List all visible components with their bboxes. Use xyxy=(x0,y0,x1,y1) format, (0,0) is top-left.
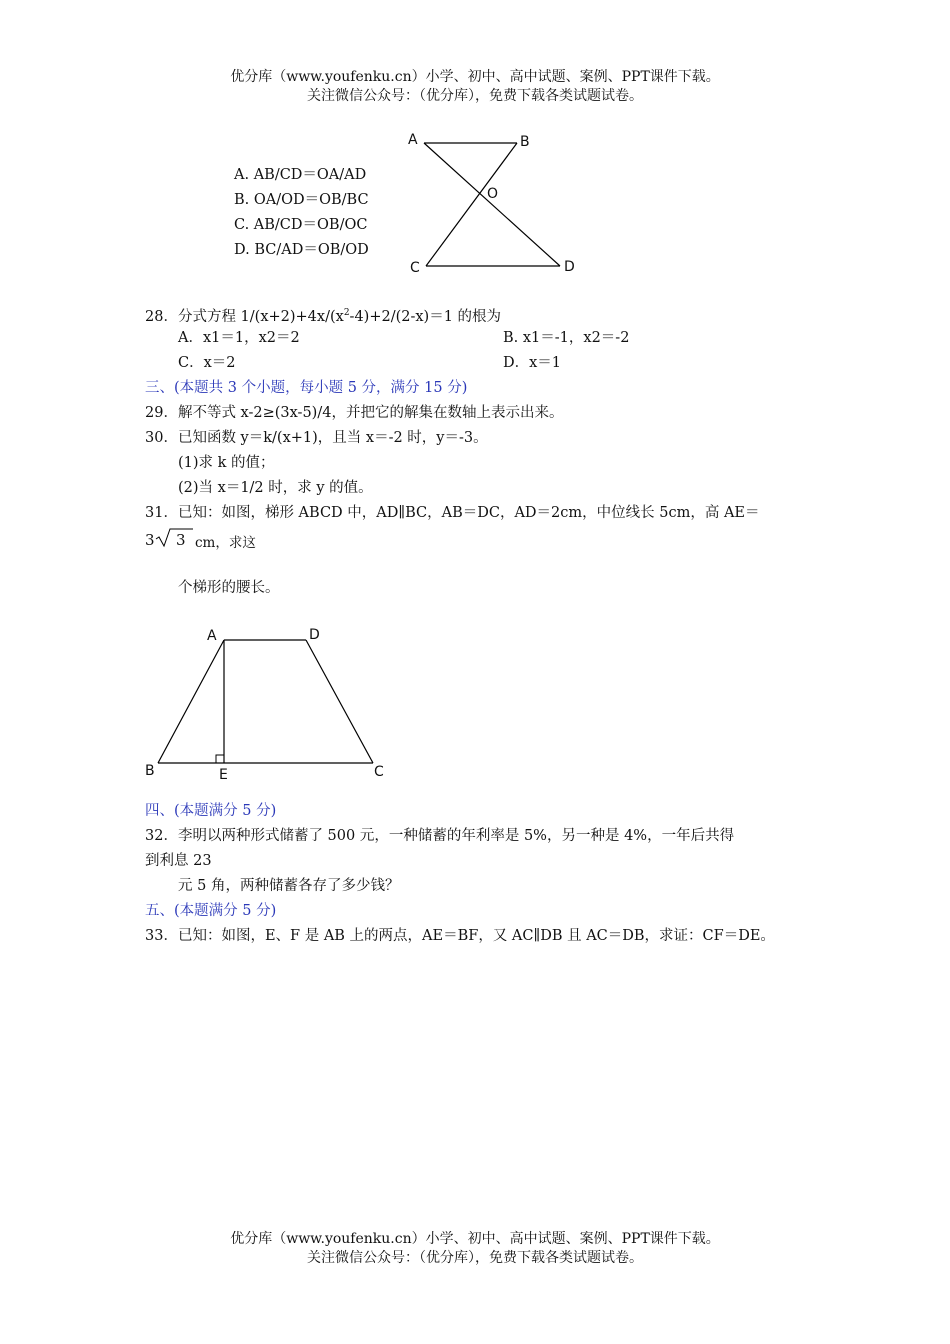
q32-line-1: 32．李明以两种形式储蓄了 500 元，一种储蓄的年利率是 5%，另一种是 4%，一年后共得 xyxy=(145,828,735,844)
q28-option-c: C．x＝2 xyxy=(178,355,236,371)
label-a: A xyxy=(408,132,418,148)
segment-dc xyxy=(306,640,373,763)
segment-ab xyxy=(158,640,224,763)
q28-stem: 28．分式方程 $1/(x+2)+4x/(x^2-4)+2/(2-x)=1$ 的根为 xyxy=(145,308,502,325)
q29-text: 29．解不等式 x-2≥(3x-5)/4，并把它的解集在数轴上表示出来。 xyxy=(145,405,564,421)
label-b: B xyxy=(145,763,155,779)
q31-line-1: 31．已知：如图，梯形 ABCD 中，AD∥BC，AB＝DC，AD＝2cm，中位线长 5cm，高 AE＝ xyxy=(145,505,760,521)
header-line-1: 优分库（www.youfenku.cn）小学、初中、高中试题、案例、PPT课件下载。 xyxy=(230,69,720,85)
q27-option-a: A. AB/CD＝OA/AD xyxy=(234,167,367,183)
label-d: D xyxy=(564,259,575,275)
radical-sign-icon xyxy=(155,527,195,549)
q30-text: 30．已知函数 y＝k/(x+1)，且当 x＝-2 时，y＝-3。 xyxy=(145,430,488,446)
label-a: A xyxy=(207,628,217,644)
label-c: C xyxy=(410,260,420,276)
header-line-2: 关注微信公众号：（优分库），免费下载各类试题试卷。 xyxy=(307,88,643,104)
q27-figure xyxy=(400,125,590,280)
q27-option-b: B. OA/OD＝OB/BC xyxy=(234,192,369,208)
q32-line-2: 到利息 23 xyxy=(145,853,212,869)
q32-line-3: 元 5 角，两种储蓄各存了多少钱？ xyxy=(178,878,400,894)
q31-line-3: 个梯形的腰长。 xyxy=(178,580,280,596)
q33-text: 33．已知：如图，E、F 是 AB 上的两点，AE＝BF，又 AC∥DB 且 AC＝DB，求证：CF＝DE。 xyxy=(145,928,775,944)
footer-line-2: 关注微信公众号：（优分库），免费下载各类试题试卷。 xyxy=(307,1250,643,1266)
q27-option-d: D. BC/AD＝OB/OD xyxy=(234,242,369,258)
section-3-title: 三、(本题共 3 个小题，每小题 5 分，满分 15 分) xyxy=(145,380,468,396)
section-4-title: 四、(本题满分 5 分) xyxy=(145,803,277,819)
section-5-title: 五、(本题满分 5 分) xyxy=(145,903,277,919)
q30-part-1: (1)求 k 的值； xyxy=(178,455,275,471)
footer-line-1: 优分库（www.youfenku.cn）小学、初中、高中试题、案例、PPT课件下载。 xyxy=(230,1231,720,1247)
q30-part-2: (2)当 x＝1/2 时，求 y 的值。 xyxy=(178,480,373,496)
label-b: B xyxy=(520,134,530,150)
q31-radicand: 3 xyxy=(176,531,186,549)
q31-figure xyxy=(140,620,400,790)
q28-option-a: A．x1＝1，x2＝2 xyxy=(178,330,300,346)
q31-coefficient: 3 xyxy=(145,531,155,549)
label-o: O xyxy=(487,186,499,202)
q27-option-c: C. AB/CD＝OB/OC xyxy=(234,217,368,233)
q31-line-2-tail: cm，求这 xyxy=(195,535,256,551)
label-c: C xyxy=(374,764,384,780)
right-angle-mark-icon xyxy=(216,755,224,763)
q28-option-d: D．x＝1 xyxy=(503,355,562,371)
label-e: E xyxy=(219,767,228,783)
q28-option-b: B. x1＝-1，x2＝-2 xyxy=(503,330,630,346)
segment-ad xyxy=(424,143,560,266)
segment-bc xyxy=(426,143,517,266)
label-d: D xyxy=(309,627,320,643)
